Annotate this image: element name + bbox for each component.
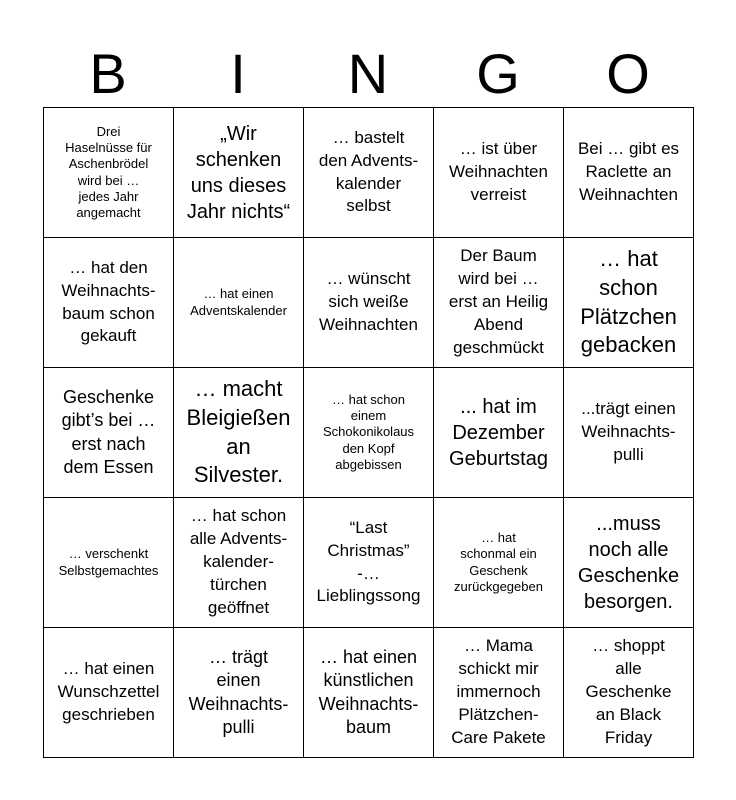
cell-text: … verschenkt Selbstgemachtes	[58, 546, 159, 578]
cell-text: … bastelt den Advents- kalender selbst	[318, 127, 419, 216]
bingo-cell-r2c2[interactable]	[174, 238, 304, 368]
header-letter-n: N	[347, 42, 389, 105]
cell-text: ...trägt einen Weihnachts- pulli	[581, 399, 676, 464]
bingo-cell-r1c5[interactable]	[564, 108, 694, 238]
cell-text: Der Baum wird bei … erst an Heilig Abend geschmückt	[448, 246, 549, 357]
header-letter-g: G	[476, 42, 520, 105]
bingo-cell-r5c1[interactable]	[44, 628, 174, 758]
bingo-cell-r5c3[interactable]	[304, 628, 434, 758]
cell-text: … hat einen Adventskalender	[190, 286, 287, 318]
bingo-grid	[43, 107, 694, 758]
cell-text: … wünscht sich weiße Weihnachten	[319, 269, 418, 334]
header-letter-o: O	[606, 42, 650, 105]
bingo-cell-r2c4[interactable]	[434, 238, 564, 368]
bingo-cell-r4c3[interactable]	[304, 498, 434, 628]
bingo-cell-r3c1[interactable]	[44, 368, 174, 498]
bingo-cell-r1c2[interactable]	[174, 108, 304, 238]
cell-text: … hat einen Wunschzettel geschrieben	[57, 659, 160, 724]
cell-text: … hat schon Plätzchen gebacken	[580, 246, 677, 358]
cell-text: … hat den Weihnachts- baum schon gekauft	[61, 257, 156, 346]
bingo-cell-r5c5[interactable]	[564, 628, 694, 758]
bingo-cell-r3c5[interactable]	[564, 368, 694, 498]
bingo-cell-r1c1[interactable]	[44, 108, 174, 238]
bingo-cell-r4c5[interactable]	[564, 498, 694, 628]
cell-text: “Last Christmas” -… Lieblingssong	[316, 517, 421, 606]
bingo-cell-r5c2[interactable]	[174, 628, 304, 758]
cell-text: … macht Bleigießen an Silvester.	[186, 376, 291, 488]
cell-text: … Mama schickt mir immernoch Plätzchen- Care Pakete	[451, 636, 546, 747]
cell-text: ...muss noch alle Geschenke besorgen.	[577, 512, 680, 613]
bingo-cell-r5c4[interactable]	[434, 628, 564, 758]
cell-text: ... hat im Dezember Geburtstag	[449, 395, 548, 470]
header-letter-i: I	[230, 42, 246, 105]
bingo-cell-r4c2[interactable]	[174, 498, 304, 628]
cell-text: … hat schonmal ein Geschenk zurückgegeben	[454, 530, 543, 594]
bingo-cell-r3c4[interactable]	[434, 368, 564, 498]
cell-text: … hat einen künstlichen Weihnachts- baum	[318, 646, 419, 737]
bingo-cell-r4c1[interactable]	[44, 498, 174, 628]
bingo-cell-r2c3[interactable]	[304, 238, 434, 368]
cell-text: „Wir schenken uns dieses Jahr nichts“	[186, 122, 291, 223]
cell-text: Drei Haselnüsse für Aschenbrödel wird bei … jedes Jahr angemacht	[65, 123, 152, 220]
cell-text: … trägt einen Weihnachts- pulli	[188, 646, 289, 737]
cell-text: … hat schon alle Advents- kalender- türchen geöffnet	[189, 506, 288, 617]
bingo-header	[43, 40, 693, 108]
bingo-cell-r1c3[interactable]	[304, 108, 434, 238]
cell-text: … shoppt alle Geschenke an Black Friday	[585, 636, 672, 747]
bingo-cell-r2c1[interactable]	[44, 238, 174, 368]
bingo-cell-r2c5[interactable]	[564, 238, 694, 368]
bingo-cell-r3c3[interactable]	[304, 368, 434, 498]
header-letter-b: B	[89, 42, 127, 105]
cell-text: … ist über Weihnachten verreist	[449, 139, 548, 204]
bingo-cell-r3c2[interactable]	[174, 368, 304, 498]
cell-text: Bei … gibt es Raclette an Weihnachten	[577, 139, 680, 204]
bingo-cell-r1c4[interactable]	[434, 108, 564, 238]
cell-text: … hat schon einem Schokonikolaus den Kopf abgebissen	[322, 391, 415, 472]
bingo-cell-r4c4[interactable]	[434, 498, 564, 628]
cell-text: Geschenke gibt’s bei … erst nach dem Essen	[61, 386, 156, 477]
